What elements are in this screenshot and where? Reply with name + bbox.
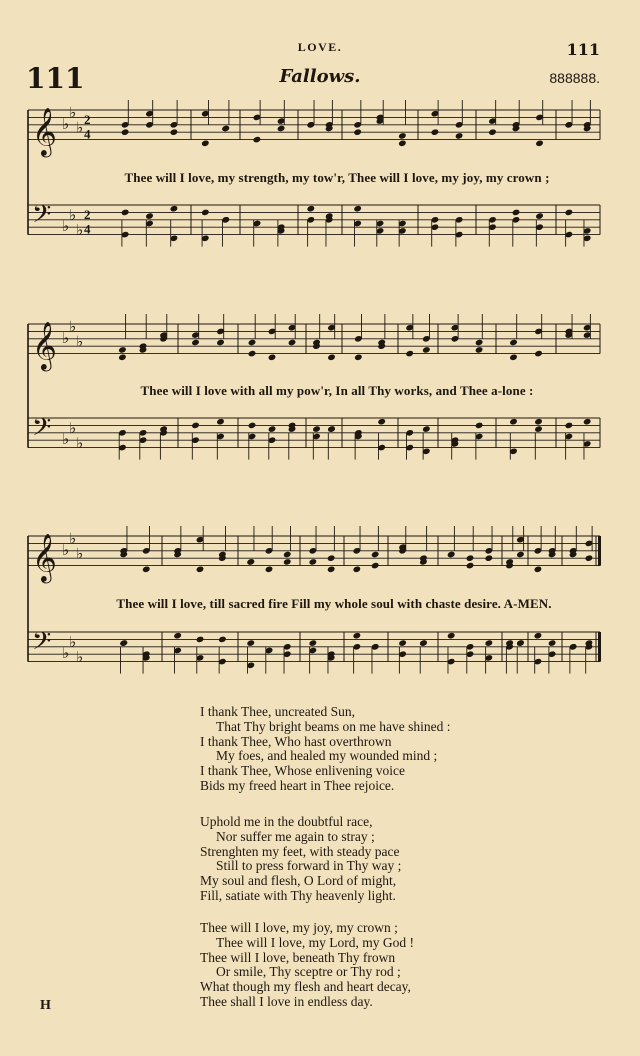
note-head [353, 128, 362, 136]
note-head [419, 639, 428, 647]
note-head [309, 639, 318, 647]
stanza-line: I thank Thee, Whose enlivening voice [200, 763, 405, 779]
note-head [475, 346, 484, 354]
note-head [466, 562, 475, 570]
flat-icon: ♭ [62, 644, 70, 663]
note-head [121, 128, 130, 136]
note-head [216, 339, 225, 347]
note-head [422, 425, 431, 433]
note-head [371, 551, 380, 559]
lyric-line-1: Thee will I love, my strength, my tow'r, Thee will I love, my joy, my crown ; [124, 170, 550, 185]
note-head [312, 425, 321, 433]
note-head [173, 632, 182, 640]
lyric-line-3: Thee will I love, till sacred fire Fill my whole soul with chaste desire. A-MEN. [116, 596, 552, 611]
note-head [142, 566, 151, 574]
note-head [475, 422, 484, 430]
bass-clef-icon: 𝄢 [32, 627, 52, 663]
note-head [191, 422, 200, 430]
time-signature-bottom: 4 [84, 221, 91, 237]
note-head [583, 418, 592, 426]
stanza-line: I thank Thee, uncreated Sun, [200, 704, 355, 719]
meter: 888888. [549, 70, 600, 86]
stanza-line: Nor suffer me again to stray ; [216, 828, 375, 844]
note-head [398, 140, 407, 148]
note-head [565, 422, 574, 430]
note-head [327, 425, 336, 433]
flat-icon: ♭ [76, 220, 84, 239]
final-bar-line [598, 536, 601, 566]
note-head [353, 632, 362, 640]
note-head [455, 132, 464, 140]
note-head [516, 551, 525, 559]
note-head [516, 639, 525, 647]
note-head [119, 639, 128, 647]
stanza-line: My foes, and healed my wounded mind ; [216, 748, 438, 764]
note-head [307, 205, 316, 213]
treble-clef-icon: 𝄞 [32, 320, 57, 370]
stanza-line: Still to press forward in Thy way ; [216, 858, 402, 874]
note-head [283, 558, 292, 566]
note-head [221, 125, 230, 133]
note-head [170, 128, 179, 136]
note-head [145, 212, 154, 220]
note-head [447, 632, 456, 640]
note-head [118, 346, 127, 354]
note-head [548, 639, 557, 647]
tune-name: Fallows. [279, 66, 361, 87]
note-head [268, 425, 277, 433]
stanza-line: Fill, satiate with Thy heavenly light. [200, 887, 396, 903]
signature-mark: H [40, 998, 51, 1013]
flat-icon: ♭ [62, 430, 70, 449]
bass-clef-icon: 𝄢 [32, 413, 52, 449]
note-head [488, 128, 497, 136]
stanza-2 [200, 815, 401, 904]
note-head [246, 639, 255, 647]
flat-icon: ♭ [76, 647, 84, 666]
note-head [248, 350, 257, 358]
note-head [377, 418, 386, 426]
flat-icon: ♭ [69, 633, 77, 652]
flat-icon: ♭ [69, 103, 77, 122]
note-head [353, 205, 362, 213]
stanza-line: Thee will I love, my joy, my crown ; [200, 920, 398, 935]
note-head [509, 354, 518, 362]
note-head [509, 339, 518, 347]
stanza-line: I thank Thee, Who hast overthrown [200, 733, 392, 749]
note-head [196, 636, 205, 644]
note-head [246, 558, 255, 566]
stanza-line: That Thy bright beams on me have shined : [216, 718, 451, 734]
note-head [170, 205, 179, 213]
flat-icon: ♭ [76, 332, 84, 351]
note-head [485, 639, 494, 647]
time-signature-top: 2 [84, 111, 91, 127]
note-head [283, 551, 292, 559]
hymn-number: 111 [26, 62, 85, 95]
note-head [431, 128, 440, 136]
note-head [534, 425, 543, 433]
stanza-line: My soul and flesh, O Lord of might, [200, 873, 397, 889]
note-head [327, 354, 336, 362]
note-head [309, 558, 318, 566]
note-head [534, 632, 543, 640]
note-head [327, 566, 336, 574]
treble-clef-icon: 𝄞 [32, 106, 57, 156]
note-head [201, 209, 210, 217]
note-head [371, 562, 380, 570]
note-head [191, 339, 200, 347]
flat-icon: ♭ [76, 544, 84, 563]
note-head [512, 209, 521, 217]
flat-icon: ♭ [76, 118, 84, 137]
note-head [398, 639, 407, 647]
note-head [422, 346, 431, 354]
note-head [447, 551, 456, 559]
note-head [466, 554, 475, 562]
stanza-line: Uphold me in the doubtful race, [200, 814, 373, 829]
lyric-line-2: Thee will I love with all my pow'r, In all Thy works, and Thee a-lone : [140, 383, 534, 398]
time-signature-top: 2 [84, 206, 91, 222]
note-head [405, 350, 414, 358]
note-head [248, 339, 257, 347]
note-head [277, 125, 286, 133]
stanza-line: Strenghten my feet, with steady pace [200, 843, 400, 859]
note-head [216, 418, 225, 426]
note-head [218, 636, 227, 644]
note-head [398, 132, 407, 140]
page-number: 111 [566, 40, 600, 59]
note-head [534, 418, 543, 426]
flat-icon: ♭ [62, 217, 70, 236]
note-head [121, 209, 130, 217]
final-bar-line [598, 632, 601, 662]
stanza-line: Thee will I love, my Lord, my God ! [216, 934, 414, 950]
note-head [485, 554, 494, 562]
bass-clef-icon: 𝄢 [32, 200, 52, 236]
flat-icon: ♭ [76, 433, 84, 452]
note-head [509, 418, 518, 426]
note-head [265, 566, 274, 574]
flat-icon: ♭ [69, 419, 77, 438]
note-head [354, 354, 363, 362]
flat-icon: ♭ [62, 540, 70, 559]
stanza-3 [200, 921, 414, 1010]
note-head [288, 339, 297, 347]
flat-icon: ♭ [69, 529, 77, 548]
running-title: LOVE. [297, 40, 343, 54]
note-head [253, 136, 262, 144]
note-head [248, 422, 257, 430]
flat-icon: ♭ [69, 206, 77, 225]
note-head [565, 209, 574, 217]
stanza-line: What though my flesh and heart decay, [200, 979, 411, 995]
flat-icon: ♭ [62, 328, 70, 347]
note-head [268, 354, 277, 362]
note-head [196, 566, 205, 574]
note-head [535, 212, 544, 220]
note-head [201, 140, 210, 148]
stanza-line: Thee shall I love in endless day. [200, 993, 373, 1009]
note-head [535, 140, 544, 148]
note-head [534, 350, 543, 358]
note-head [118, 354, 127, 362]
flat-icon: ♭ [69, 317, 77, 336]
time-signature-bottom: 4 [84, 126, 91, 142]
flat-icon: ♭ [62, 114, 70, 133]
note-head [585, 554, 594, 562]
stanza-line: Or smile, Thy sceptre or Thy rod ; [216, 964, 401, 980]
note-head [534, 566, 543, 574]
note-head [353, 566, 362, 574]
treble-clef-icon: 𝄞 [32, 532, 57, 582]
stanza-line: Thee will I love, beneath Thy frown [200, 949, 396, 965]
note-head [327, 554, 336, 562]
stanza-line: Bids my freed heart in Thee rejoice. [200, 777, 395, 793]
note-head [475, 339, 484, 347]
stanza-1 [200, 705, 450, 794]
